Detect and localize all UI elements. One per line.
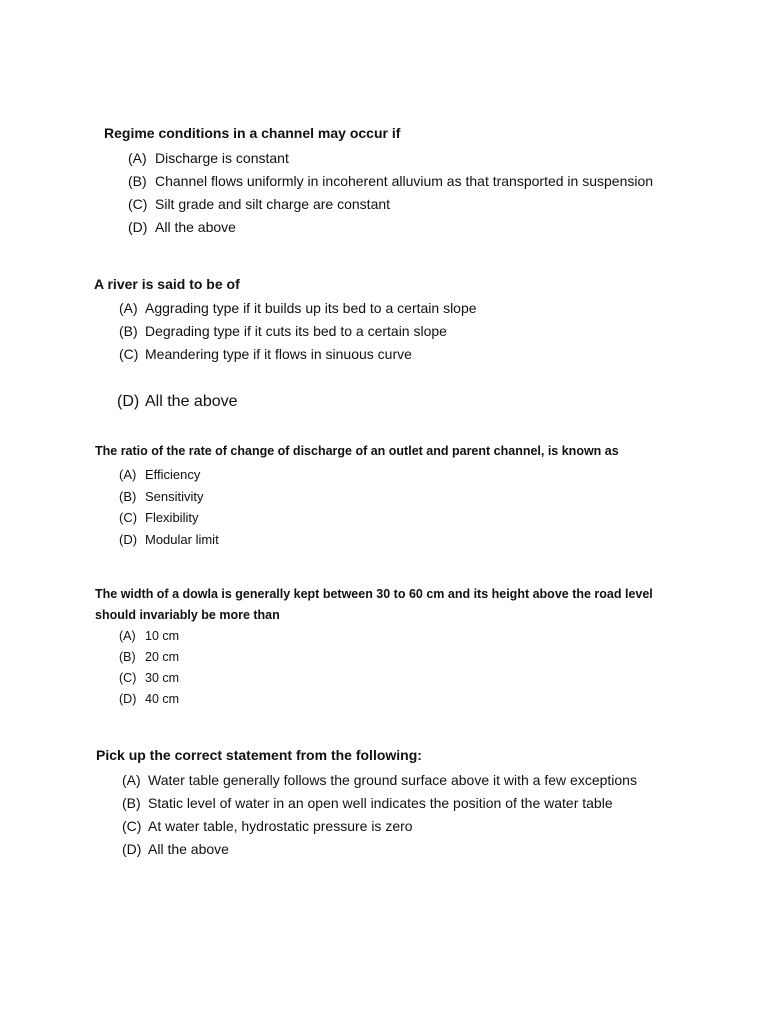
option-letter: (D) [117, 393, 140, 410]
option-d [122, 838, 637, 861]
option-letter: (A) [128, 150, 147, 166]
option-text: Static level of water in an open well indicates the position of the water table [148, 795, 613, 811]
option-letter: (D) [119, 692, 137, 706]
option-letter: (A) [119, 629, 136, 643]
question-text: Pick up the correct statement from the following: [96, 747, 422, 763]
option-text: Meandering type if it flows in sinuous curve [145, 346, 412, 362]
option-a [119, 297, 477, 320]
option-text: Channel flows uniformly in incoherent alluvium as that transported in suspension [155, 173, 654, 189]
question-text: Regime conditions in a channel may occur if [104, 125, 401, 141]
option-letter: (A) [119, 467, 137, 482]
question-1 [104, 124, 653, 239]
option-c [128, 193, 653, 216]
question-5 [96, 746, 637, 861]
option-text: Sensitivity [145, 488, 204, 504]
option-c [119, 507, 619, 529]
question-text-line-1: The width of a dowla is generally kept between 30 to 60 cm and its height above the road level [95, 587, 653, 601]
option-a [128, 147, 653, 170]
option-letter: (B) [128, 173, 147, 189]
option-text: 40 cm [145, 692, 180, 706]
option-text: Degrading type if it cuts its bed to a certain slope [145, 323, 447, 339]
option-letter: (C) [119, 346, 139, 362]
option-d [119, 529, 619, 551]
option-b [128, 170, 653, 193]
option-text: Water table generally follows the ground surface above it with a few exceptions [148, 772, 637, 788]
question-text-line-2: should invariably be more than [95, 608, 280, 622]
option-a [122, 769, 637, 792]
option-text: Silt grade and silt charge are constant [155, 196, 391, 212]
option-a [119, 464, 619, 486]
option-text: Modular limit [145, 531, 219, 547]
option-letter: (D) [128, 219, 148, 235]
options-list [128, 147, 653, 239]
option-letter: (B) [122, 795, 141, 811]
options-list [119, 297, 477, 413]
option-d [128, 216, 653, 239]
options-list [119, 464, 619, 550]
option-letter: (C) [119, 510, 138, 525]
option-letter: (B) [119, 323, 138, 339]
option-letter: (C) [128, 196, 148, 212]
option-text: 20 cm [145, 650, 180, 664]
option-letter: (C) [119, 671, 137, 685]
option-text: Flexibility [145, 510, 199, 525]
question-4 [95, 584, 653, 710]
option-text: All the above [155, 219, 236, 235]
option-text: Discharge is constant [155, 150, 289, 166]
option-text: Aggrading type if it builds up its bed to a certain slope [145, 300, 477, 316]
option-text: Efficiency [145, 467, 201, 482]
option-letter: (D) [119, 531, 138, 547]
option-letter: (C) [122, 818, 142, 834]
option-text: All the above [148, 841, 229, 857]
options-list [122, 769, 637, 861]
question-text: A river is said to be of [94, 276, 240, 292]
option-c [119, 668, 653, 689]
option-letter: (A) [122, 772, 141, 788]
option-c [119, 343, 477, 366]
question-2 [94, 275, 477, 413]
options-list [119, 626, 653, 710]
option-letter: (A) [119, 300, 138, 316]
option-text: At water table, hydrostatic pressure is zero [148, 818, 413, 834]
option-d [119, 689, 653, 710]
question-3 [95, 443, 619, 550]
option-c [122, 815, 637, 838]
option-letter: (D) [122, 841, 142, 857]
option-text: 10 cm [145, 629, 180, 643]
option-b [119, 486, 619, 508]
option-text: All the above [145, 393, 238, 410]
option-text: 30 cm [145, 671, 180, 685]
option-b [122, 792, 637, 815]
option-a [119, 626, 653, 647]
option-b [119, 647, 653, 668]
option-b [119, 320, 477, 343]
option-letter: (B) [119, 488, 137, 504]
option-letter: (B) [119, 650, 136, 664]
option-d [117, 390, 477, 413]
question-text: The ratio of the rate of change of discharge of an outlet and parent channel, is known as [95, 444, 619, 458]
